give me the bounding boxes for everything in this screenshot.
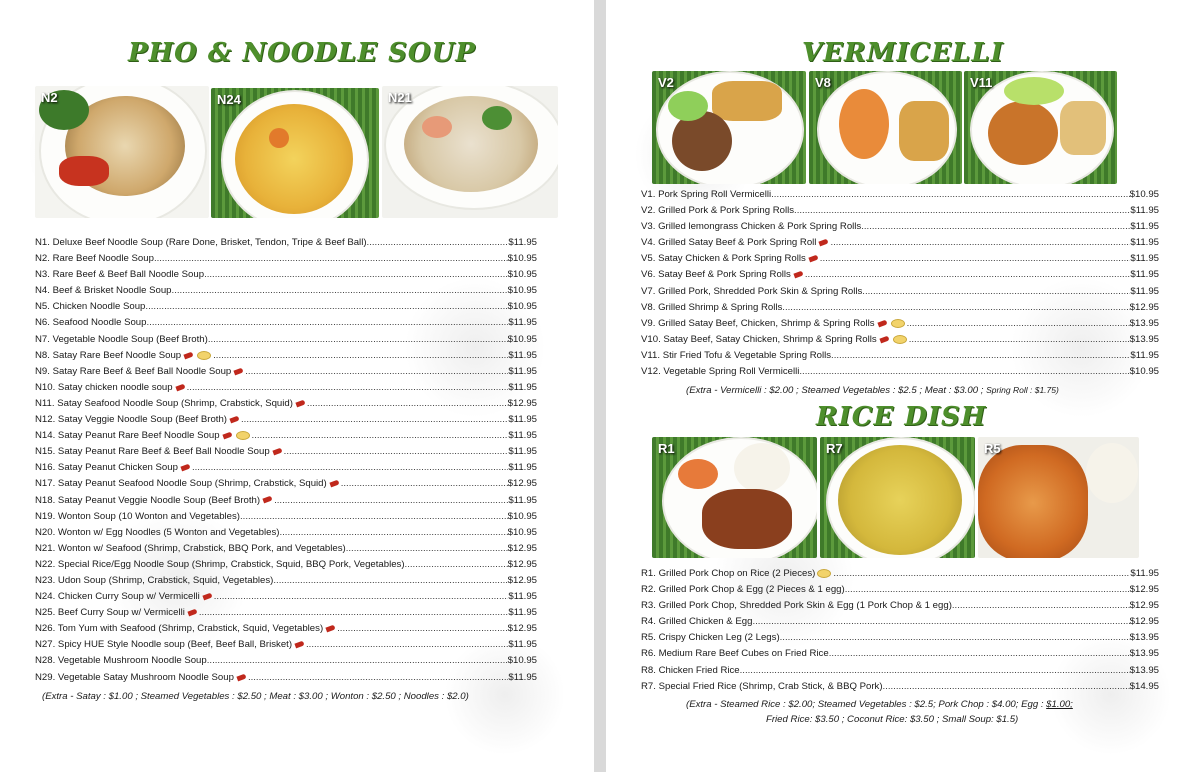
- menu-item: [35, 446, 537, 462]
- dot-leader: [213, 350, 508, 361]
- menu-item: [35, 591, 537, 607]
- menu-item-price: $12.95: [507, 558, 537, 570]
- dot-leader: [274, 495, 508, 506]
- menu-item-name-text: N15. Satay Peanut Rare Beef & Beef Ball Noodle Soup: [35, 446, 270, 458]
- chili-icon: [326, 625, 336, 633]
- menu-item-name: [35, 253, 154, 264]
- photo-code-label: R1: [658, 441, 675, 456]
- dot-leader: [771, 189, 1130, 200]
- menu-item-name: [35, 301, 145, 312]
- menu-item-name-text: N21. Wonton w/ Seafood (Shrimp, Crabstick, BBQ Pork, and Vegetables): [35, 542, 346, 554]
- chili-icon: [819, 239, 829, 247]
- menu-item-name: [35, 672, 248, 683]
- dot-leader: [241, 414, 508, 425]
- chili-icon: [175, 383, 185, 391]
- dot-leader: [740, 665, 1130, 676]
- dot-leader: [805, 269, 1131, 280]
- menu-item-price: $12.95: [1129, 584, 1159, 596]
- photo-n21: [382, 86, 558, 218]
- menu-item: [35, 414, 537, 430]
- peanut-icon: [893, 335, 907, 344]
- menu-item: [641, 286, 1159, 302]
- dot-leader: [192, 462, 508, 473]
- menu-item-name-text: R3. Grilled Pork Chop, Shredded Pork Skin & Egg (1 Pork Chop & 1 egg): [641, 600, 952, 612]
- dot-leader: [284, 446, 509, 457]
- menu-item: [35, 672, 537, 688]
- menu-item-price: $12.95: [507, 542, 537, 554]
- menu-item-price: $12.95: [507, 623, 537, 635]
- photo-v2: [652, 71, 806, 184]
- menu-item-price: $13.95: [1129, 632, 1159, 644]
- menu-item-name: [35, 317, 146, 328]
- menu-item-name-text: R5. Crispy Chicken Leg (2 Legs): [641, 632, 780, 644]
- dot-leader: [799, 366, 1129, 377]
- rice-extras-egg-price: $1.00;: [1046, 699, 1073, 710]
- menu-item: [35, 350, 537, 366]
- menu-item-name-text: N6. Seafood Noodle Soup: [35, 317, 147, 329]
- dot-leader: [341, 478, 508, 489]
- dot-leader: [845, 584, 1130, 595]
- menu-item: [641, 681, 1159, 697]
- menu-item-name: [35, 350, 213, 361]
- menu-item-name-text: N27. Spicy HUE Style Noodle soup (Beef, Beef Ball, Brisket): [35, 639, 293, 651]
- menu-item-name-text: N10. Satay chicken noodle soup: [35, 381, 173, 393]
- menu-item-price: $12.95: [507, 397, 537, 409]
- peanut-icon: [236, 431, 250, 440]
- menu-item-name: [641, 302, 782, 313]
- dot-leader: [337, 623, 508, 634]
- menu-item-price: $14.95: [1129, 680, 1159, 692]
- menu-item-name-text: N1. Deluxe Beef Noodle Soup (Rare Done, Brisket, Tendon, Tripe & Beef Ball): [35, 237, 367, 248]
- menu-item-name: [641, 205, 794, 216]
- menu-item-price: $10.95: [507, 510, 537, 522]
- menu-item-name-text: N2. Rare Beef Noodle Soup: [35, 253, 154, 265]
- menu-item-name-text: N19. Wonton Soup (10 Wonton and Vegetables): [35, 510, 240, 522]
- menu-item: [35, 559, 537, 575]
- dot-leader: [782, 302, 1129, 313]
- menu-item-name: [35, 334, 208, 345]
- menu-item-name: [35, 591, 214, 602]
- menu-item-name: [641, 600, 952, 611]
- dot-leader: [883, 681, 1130, 692]
- menu-item-name-text: V4. Grilled Satay Beef & Pork Spring Roll: [641, 237, 817, 249]
- menu-item-price: $11.95: [508, 381, 537, 393]
- dot-leader: [199, 607, 509, 618]
- menu-item-price: $12.95: [1129, 301, 1159, 313]
- dot-leader: [248, 672, 508, 683]
- menu-item-name-text: R8. Chicken Fried Rice: [641, 664, 740, 676]
- menu-item-name-text: N26. Tom Yum with Seafood (Shrimp, Crabstick, Squid, Vegetables): [35, 623, 324, 635]
- dot-leader: [252, 430, 509, 441]
- menu-item: [35, 334, 537, 350]
- vermicelli-extras-main: (Extra - Vermicelli : $2.00 ; Steamed Vegetables : $2.5 ; Meat : $3.00 ;: [686, 385, 984, 396]
- chili-icon: [808, 255, 818, 263]
- photo-code-label: N21: [388, 90, 412, 105]
- photo-r5: [978, 437, 1139, 558]
- photo-n24: [211, 88, 379, 218]
- menu-item-name-text: V5. Satay Chicken & Pork Spring Rolls: [641, 253, 806, 265]
- photo-v11: [964, 71, 1117, 184]
- menu-item-name: [35, 382, 187, 393]
- menu-item-price: $11.95: [1130, 237, 1159, 249]
- menu-item: [35, 462, 537, 478]
- menu-item-name: [35, 511, 240, 522]
- menu-item: [35, 269, 537, 285]
- chili-icon: [222, 432, 232, 440]
- menu-item-price: $10.95: [507, 301, 537, 313]
- dot-leader: [346, 543, 508, 554]
- menu-item-price: $13.95: [1129, 648, 1159, 660]
- menu-item: [641, 221, 1159, 237]
- photo-code-label: N2: [41, 90, 58, 105]
- menu-item-price: $10.95: [1129, 366, 1159, 378]
- dot-leader: [204, 269, 508, 280]
- menu-item-price: $13.95: [1129, 333, 1159, 345]
- menu-item-name: [35, 237, 367, 248]
- menu-item-name-text: V9. Grilled Satay Beef, Chicken, Shrimp & Spring Rolls: [641, 317, 875, 329]
- menu-item: [35, 382, 537, 398]
- dot-leader: [245, 366, 508, 377]
- menu-item-name-text: V3. Grilled lemongrass Chicken & Pork Spring Rolls: [641, 221, 862, 233]
- menu-item-name: [641, 648, 829, 659]
- menu-item: [35, 655, 537, 671]
- chili-icon: [329, 480, 339, 488]
- rice-extras-text: (Extra - Steamed Rice : $2.00; Steamed Vegetables : $2.5; Pork Chop : $4.00; Egg :: [686, 699, 1044, 710]
- menu-item-price: $10.95: [1129, 189, 1159, 200]
- dot-leader: [794, 205, 1130, 216]
- menu-item-name: [35, 607, 199, 618]
- dot-leader: [820, 253, 1131, 264]
- menu-item-name-text: N17. Satay Peanut Seafood Noodle Soup (Shrimp, Crabstick, Squid): [35, 478, 327, 490]
- menu-item: [35, 430, 537, 446]
- menu-item-name-text: R1. Grilled Pork Chop on Rice (2 Pieces): [641, 568, 816, 579]
- chili-icon: [294, 641, 304, 649]
- dot-leader: [273, 575, 507, 586]
- chili-icon: [295, 400, 305, 408]
- menu-item: [35, 639, 537, 655]
- menu-item-name-text: V1. Pork Spring Roll Vermicelli: [641, 189, 772, 200]
- dot-leader: [909, 334, 1130, 345]
- photo-code-label: N24: [217, 92, 241, 107]
- menu-item-price: $10.95: [507, 526, 537, 538]
- menu-item-name: [35, 655, 207, 666]
- menu-item-name: [35, 575, 273, 586]
- menu-item-name-text: V11. Stir Fried Tofu & Vegetable Spring Rolls: [641, 349, 832, 361]
- menu-item-price: $11.95: [1130, 205, 1159, 217]
- menu-item-name-text: R4. Grilled Chicken & Egg: [641, 616, 753, 628]
- menu-item-price: $10.95: [507, 269, 537, 281]
- menu-item: [641, 366, 1159, 382]
- menu-item-name: [35, 414, 241, 425]
- menu-item: [641, 616, 1159, 632]
- menu-item-name-text: N22. Special Rice/Egg Noodle Soup (Shrimp, Crabstick, Squid, BBQ Pork, Vegetables): [35, 558, 405, 570]
- vermicelli-menu-list: [641, 189, 1159, 382]
- menu-item: [641, 600, 1159, 616]
- vermicelli-extras-note: [686, 385, 1059, 396]
- menu-item-name-text: N12. Satay Veggie Noodle Soup (Beef Broth): [35, 414, 227, 426]
- menu-item-price: $11.95: [508, 591, 537, 603]
- chili-icon: [793, 271, 803, 279]
- dot-leader: [307, 398, 508, 409]
- menu-item-price: $11.95: [508, 494, 537, 506]
- menu-item-name: [641, 568, 833, 579]
- menu-item-name: [641, 366, 799, 377]
- menu-item-name: [35, 285, 172, 296]
- menu-item-price: $11.95: [508, 671, 537, 683]
- menu-item-name-text: V2. Grilled Pork & Pork Spring Rolls: [641, 205, 795, 217]
- menu-item: [35, 511, 537, 527]
- dot-leader: [861, 221, 1130, 232]
- menu-item-price: $11.95: [1130, 253, 1159, 265]
- menu-item-name: [641, 632, 780, 643]
- dot-leader: [780, 632, 1130, 643]
- menu-item-price: $11.95: [508, 607, 537, 619]
- menu-item: [641, 302, 1159, 318]
- menu-item: [35, 398, 537, 414]
- menu-item-name-text: R7. Special Fried Rice (Shrimp, Crab Stick, & BBQ Pork): [641, 680, 883, 692]
- menu-item: [641, 568, 1159, 584]
- menu-item-price: $13.95: [1129, 317, 1159, 329]
- dot-leader: [214, 591, 509, 602]
- menu-item-price: $11.95: [508, 446, 537, 458]
- menu-item: [35, 301, 537, 317]
- menu-item-name: [641, 665, 740, 676]
- menu-item-price: $11.95: [1130, 349, 1159, 361]
- chili-icon: [272, 448, 282, 456]
- rice-section-title: RICE DISH: [816, 402, 987, 432]
- photo-v8: [809, 71, 962, 184]
- menu-item: [641, 350, 1159, 366]
- dot-leader: [367, 237, 509, 248]
- menu-item: [641, 189, 1159, 205]
- menu-item: [641, 584, 1159, 600]
- menu-item-name-text: R6. Medium Rare Beef Cubes on Fried Rice: [641, 648, 829, 660]
- menu-item-name: [35, 559, 405, 570]
- menu-item-name: [35, 478, 341, 489]
- menu-item-name: [35, 639, 306, 650]
- menu-item-price: $11.95: [508, 317, 537, 329]
- menu-item: [641, 205, 1159, 221]
- menu-item: [35, 237, 537, 253]
- menu-item-price: $11.95: [1130, 285, 1159, 297]
- dot-leader: [154, 253, 508, 264]
- menu-item-name: [35, 269, 204, 280]
- menu-item: [641, 269, 1159, 285]
- menu-item-price: $10.95: [507, 333, 537, 345]
- menu-item: [35, 495, 537, 511]
- menu-item-name: [641, 616, 752, 627]
- menu-item-name-text: N11. Satay Seafood Noodle Soup (Shrimp, Crabstick, Squid): [35, 397, 293, 409]
- dot-leader: [240, 511, 508, 522]
- rice-extras-note-line1: [686, 699, 1073, 710]
- dot-leader: [952, 600, 1130, 611]
- menu-item-name-text: N14. Satay Peanut Rare Beef Noodle Soup: [35, 430, 220, 442]
- menu-item-name-text: V12. Vegetable Spring Roll Vermicelli: [641, 366, 800, 378]
- left-menu-page: [0, 0, 594, 772]
- menu-item-name: [35, 527, 279, 538]
- menu-item-name-text: N29. Vegetable Satay Mushroom Noodle Soup: [35, 671, 234, 683]
- menu-item-name: [35, 462, 192, 473]
- menu-item-price: $12.95: [507, 478, 537, 490]
- menu-item-name-text: V8. Grilled Shrimp & Spring Rolls: [641, 301, 783, 313]
- vermicelli-extras-spring-roll: Spring Roll : $1.75): [986, 385, 1059, 395]
- chili-icon: [879, 335, 889, 343]
- menu-item: [35, 607, 537, 623]
- chili-icon: [184, 351, 194, 359]
- chili-icon: [236, 673, 246, 681]
- menu-item-name-text: V6. Satay Beef & Pork Spring Rolls: [641, 269, 791, 281]
- dot-leader: [146, 317, 508, 328]
- chili-icon: [180, 464, 190, 472]
- menu-item-price: $11.95: [508, 462, 537, 474]
- pho-extras-note: (Extra - Satay : $1.00 ; Steamed Vegetables : $2.50 ; Meat : $3.00 ; Wonton : $2.50 ; Noodles : $2.0): [42, 691, 469, 702]
- menu-item-price: $11.95: [508, 237, 537, 248]
- menu-item-name-text: N20. Wonton w/ Egg Noodles (5 Wonton and Vegetables): [35, 526, 280, 538]
- menu-item-name: [641, 334, 909, 345]
- chili-icon: [877, 319, 887, 327]
- dot-leader: [830, 237, 1130, 248]
- menu-item-price: $11.95: [508, 349, 537, 361]
- dot-leader: [145, 301, 507, 312]
- photo-code-label: R5: [984, 441, 1001, 456]
- menu-item-price: $12.95: [507, 574, 537, 586]
- pho-section-title: PHO & NOODLE SOUP: [128, 38, 476, 68]
- menu-item-name: [35, 446, 284, 457]
- menu-item-price: $12.95: [1129, 616, 1159, 628]
- menu-item-name-text: R2. Grilled Pork Chop & Egg (2 Pieces & 1 egg): [641, 584, 845, 596]
- dot-leader: [752, 616, 1129, 627]
- peanut-icon: [891, 319, 905, 328]
- menu-item-name-text: N4. Beef & Brisket Noodle Soup: [35, 285, 172, 297]
- menu-item-name-text: N23. Udon Soup (Shrimp, Crabstick, Squid, Vegetables): [35, 574, 274, 586]
- menu-item: [641, 253, 1159, 269]
- menu-item-name: [641, 269, 805, 280]
- menu-item: [641, 318, 1159, 334]
- menu-item-price: $11.95: [508, 430, 537, 442]
- dot-leader: [862, 286, 1130, 297]
- dot-leader: [279, 527, 507, 538]
- menu-item: [35, 575, 537, 591]
- menu-item-name: [641, 584, 845, 595]
- menu-item-price: $10.95: [507, 253, 537, 265]
- menu-item-price: $10.95: [507, 285, 537, 297]
- menu-item-price: $11.95: [508, 414, 537, 426]
- menu-item-name: [35, 623, 337, 634]
- menu-item-name: [35, 495, 274, 506]
- dot-leader: [208, 334, 508, 345]
- dot-leader: [829, 648, 1130, 659]
- menu-item-name: [35, 543, 346, 554]
- dot-leader: [405, 559, 508, 570]
- menu-item-price: $11.95: [1130, 269, 1159, 281]
- menu-item-name-text: N8. Satay Rare Beef Noodle Soup: [35, 349, 182, 361]
- menu-item-name: [641, 221, 861, 232]
- menu-item: [35, 478, 537, 494]
- dot-leader: [172, 285, 508, 296]
- menu-item-name: [35, 430, 252, 441]
- photo-code-label: R7: [826, 441, 843, 456]
- menu-item-name: [641, 253, 820, 264]
- menu-item: [35, 285, 537, 301]
- menu-item: [35, 543, 537, 559]
- rice-extras-note-line2: Fried Rice: $3.50 ; Coconut Rice: $3.50 ; Small Soup: $1.5): [766, 714, 1019, 725]
- menu-item-name: [641, 318, 907, 329]
- menu-item-price: $12.95: [1129, 600, 1159, 612]
- menu-item: [641, 648, 1159, 664]
- chili-icon: [202, 593, 212, 601]
- menu-item-name: [35, 366, 245, 377]
- menu-item: [35, 317, 537, 333]
- dot-leader: [207, 655, 508, 666]
- dot-leader: [833, 568, 1130, 579]
- dot-leader: [831, 350, 1130, 361]
- right-menu-page: [606, 0, 1200, 772]
- chili-icon: [234, 367, 244, 375]
- menu-item-name-text: N3. Rare Beef & Beef Ball Noodle Soup: [35, 269, 205, 281]
- menu-item-price: $11.95: [508, 639, 537, 651]
- menu-item-name-text: V7. Grilled Pork, Shredded Pork Skin & Spring Rolls: [641, 285, 863, 297]
- pho-menu-list: [35, 237, 537, 688]
- menu-item-name: [641, 350, 831, 361]
- menu-item: [35, 623, 537, 639]
- menu-item-name-text: N5. Chicken Noodle Soup: [35, 301, 146, 313]
- photo-r1: [652, 437, 817, 558]
- menu-item: [35, 366, 537, 382]
- menu-item: [35, 253, 537, 269]
- chili-icon: [229, 416, 239, 424]
- menu-item-name-text: N7. Vegetable Noodle Soup (Beef Broth): [35, 333, 208, 345]
- peanut-icon: [817, 569, 831, 578]
- chili-icon: [262, 496, 272, 504]
- peanut-icon: [197, 351, 211, 360]
- menu-item: [641, 334, 1159, 350]
- dot-leader: [187, 382, 509, 393]
- menu-item-price: $13.95: [1129, 664, 1159, 676]
- photo-code-label: V2: [658, 75, 674, 90]
- photo-n2: [35, 86, 209, 218]
- menu-item-name: [641, 237, 830, 248]
- menu-item-name-text: N28. Vegetable Mushroom Noodle Soup: [35, 655, 207, 667]
- menu-item-name: [35, 398, 307, 409]
- menu-item-name-text: N24. Chicken Curry Soup w/ Vermicelli: [35, 591, 200, 603]
- menu-item-name-text: N9. Satay Rare Beef & Beef Ball Noodle Soup: [35, 365, 232, 377]
- menu-item: [641, 632, 1159, 648]
- menu-item: [35, 527, 537, 543]
- menu-item: [641, 237, 1159, 253]
- menu-item: [641, 665, 1159, 681]
- menu-item-name: [641, 286, 862, 297]
- vermicelli-section-title: VERMICELLI: [802, 38, 1004, 68]
- dot-leader: [907, 318, 1130, 329]
- dot-leader: [306, 639, 508, 650]
- menu-item-name-text: V10. Satay Beef, Satay Chicken, Shrimp & Spring Rolls: [641, 333, 877, 345]
- menu-item-name-text: N18. Satay Peanut Veggie Noodle Soup (Beef Broth): [35, 494, 261, 506]
- chili-icon: [187, 609, 197, 617]
- menu-item-name-text: N25. Beef Curry Soup w/ Vermicelli: [35, 607, 185, 619]
- photo-code-label: V8: [815, 75, 831, 90]
- rice-menu-list: [641, 568, 1159, 697]
- menu-item-name: [641, 189, 771, 200]
- menu-item-price: $11.95: [1130, 568, 1159, 579]
- photo-r7: [820, 437, 975, 558]
- photo-code-label: V11: [970, 75, 993, 90]
- menu-item-price: $11.95: [1130, 221, 1159, 233]
- menu-item-price: $10.95: [507, 655, 537, 667]
- menu-item-name-text: N16. Satay Peanut Chicken Soup: [35, 462, 178, 474]
- menu-item-name: [641, 681, 883, 692]
- menu-item-price: $11.95: [508, 365, 537, 377]
